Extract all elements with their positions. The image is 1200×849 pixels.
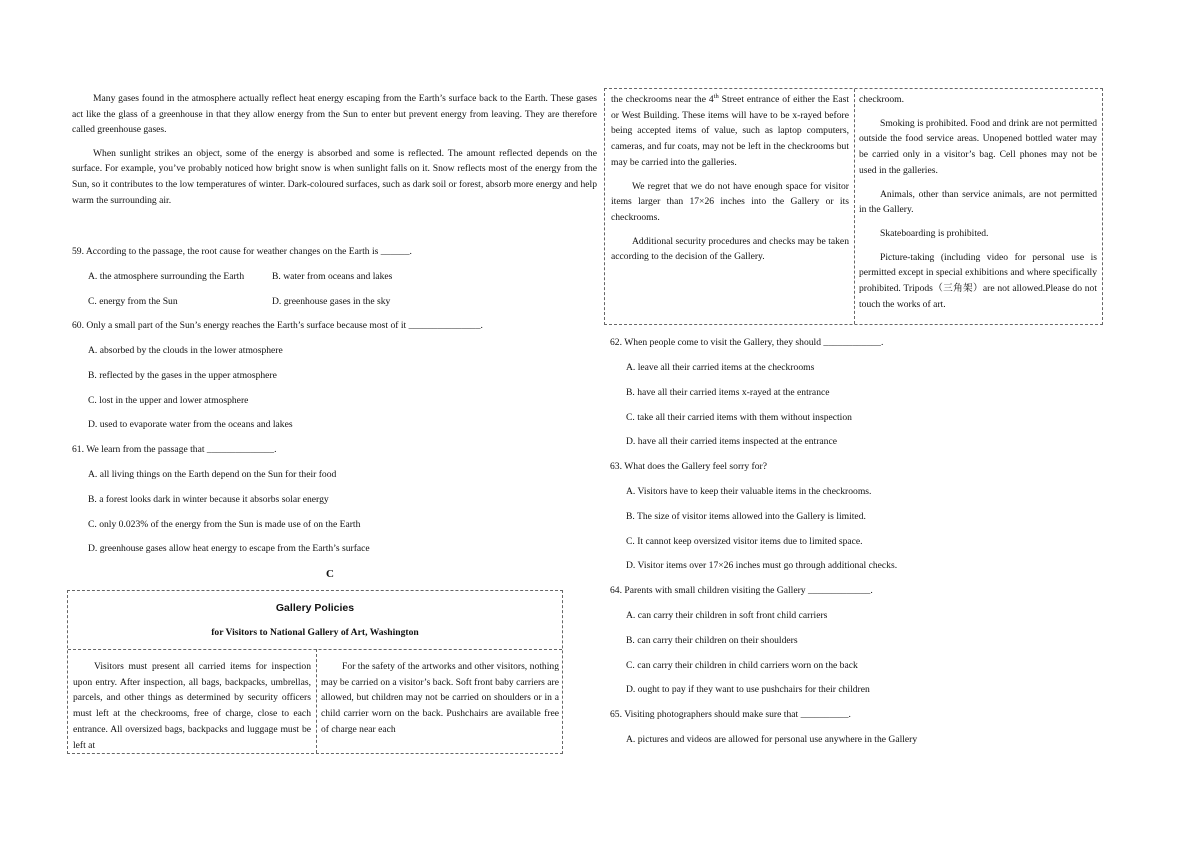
passage-b xyxy=(72,91,597,208)
question-65-stem: 65. Visiting photographers should make sure that __________. xyxy=(610,709,851,720)
question-61-stem: 61. We learn from the passage that ______________. xyxy=(72,444,277,455)
question-64-stem: 64. Parents with small children visiting the Gallery _____________. xyxy=(610,585,873,596)
question-63-option-a: A. Visitors have to keep their valuable items in the checkrooms. xyxy=(626,486,872,497)
policy-cell-3-p1 xyxy=(611,92,849,171)
policy-subtitle: for Visitors to National Gallery of Art, Washington xyxy=(211,627,419,638)
policy-cell-2: For the safety of the artworks and other visitors, nothing may be carried on a visitor’s back. Soft front baby carriers are allowed, but children may not be carried on shoulders or in a child carrier worn on the back. Pushchairs are available free of charge near each xyxy=(321,661,559,735)
question-62-option-d: D. have all their carried items inspected at the entrance xyxy=(626,436,837,447)
section-letter: C xyxy=(326,568,334,580)
passage-paragraph-1: Many gases found in the atmosphere actually reflect heat energy escaping from the Earth’s surface back to the Earth. These gases act like the glass of a greenhouse in that they allow energy from the Sun to enter but prevent energy from leaving. They are therefore called greenhouse gases. xyxy=(72,93,597,136)
policy-cell-4 xyxy=(859,92,1097,320)
policy-cell-3-p2: We regret that we do not have enough space for visitor items larger than 17×26 inches into the Gallery or its checkrooms. xyxy=(611,180,849,223)
question-63-option-c: C. It cannot keep oversized visitor items due to limited space. xyxy=(626,536,863,547)
question-63-option-b: B. The size of visitor items allowed into the Gallery is limited. xyxy=(626,511,866,522)
question-64-option-b: B. can carry their children on their shoulders xyxy=(626,635,798,646)
question-61-option-d: D. greenhouse gases allow heat energy to escape from the Earth’s surface xyxy=(88,543,370,554)
question-60-option-d: D. used to evaporate water from the oceans and lakes xyxy=(88,419,293,430)
question-62-option-b: B. have all their carried items x-rayed at the entrance xyxy=(626,387,830,398)
policy-cell-3-p3: Additional security procedures and checks may be taken according to the decision of the Gallery. xyxy=(611,235,849,263)
question-64-option-a: A. can carry their children in soft front child carriers xyxy=(626,610,828,621)
policy-cell-3-text-b: Street entrance of either the East or West Building. These items will have to be x-rayed before being accepted items of value, such as laptop computers, cameras, and fur coats, may not be left in the checkrooms but may be carried into the galleries. xyxy=(611,94,849,168)
policy-cell-4-p3: Animals, other than service animals, are not permitted in the Gallery. xyxy=(859,188,1097,216)
question-60-option-a: A. absorbed by the clouds in the lower atmosphere xyxy=(88,345,283,356)
question-65-option-a: A. pictures and videos are allowed for personal use anywhere in the Gallery xyxy=(626,734,918,745)
question-62-stem: 62. When people come to visit the Gallery, they should ____________. xyxy=(610,337,884,348)
question-63-stem: 63. What does the Gallery feel sorry for? xyxy=(610,461,767,472)
policy-box-left xyxy=(67,590,563,754)
question-61-option-a: A. all living things on the Earth depend on the Sun for their food xyxy=(88,469,337,480)
question-62-option-a: A. leave all their carried items at the checkrooms xyxy=(626,362,815,373)
question-59-option-d: D. greenhouse gases in the sky xyxy=(272,296,391,307)
question-60-stem: 60. Only a small part of the Sun’s energy reaches the Earth’s surface because most of it _______________. xyxy=(72,320,483,331)
question-61-option-c: C. only 0.023% of the energy from the Sun is made use of on the Earth xyxy=(88,519,361,530)
divider xyxy=(316,649,317,753)
question-64-option-c: C. can carry their children in child carriers worn on the back xyxy=(626,660,858,671)
question-59-option-c: C. energy from the Sun xyxy=(88,296,178,307)
policy-cell-4-p5: Picture-taking (including video for personal use is permitted except in special exhibitions and where specifically prohibited. Tripods（三角架）are not allowed.Please do not touch the works of art. xyxy=(859,251,1097,310)
question-63-option-d: D. Visitor items over 17×26 inches must go through additional checks. xyxy=(626,560,898,571)
policy-cell-3-text-a: the checkrooms near the 4 xyxy=(611,94,714,105)
policy-box-right xyxy=(604,88,1103,325)
passage-paragraph-2: When sunlight strikes an object, some of the energy is absorbed and some is reflected. The amount reflected depends on the surface. For example, you’ve probably noticed how bright snow is when sunlight falls on it. Snow reflects most of the energy from the Sun, so it contributes to the low temperatures of winter. Dark-coloured surfaces, such as dark soil or forest, absorb more energy and help warm the surrounding air. xyxy=(72,147,597,206)
question-62-option-c: C. take all their carried items with them without inspection xyxy=(626,412,852,423)
policy-cell-4-p2: Smoking is prohibited. Food and drink are not permitted outside the food service areas. Unopened bottled water may be carried only in a visitor’s bag. Cell phones may not be used in the galleries. xyxy=(859,117,1097,176)
question-60-option-c: C. lost in the upper and lower atmosphere xyxy=(88,395,249,406)
question-59-option-b: B. water from oceans and lakes xyxy=(272,271,393,282)
question-64-option-d: D. ought to pay if they want to use pushchairs for their children xyxy=(626,684,870,695)
policy-cell-3-sup: th xyxy=(713,92,719,100)
question-60-option-b: B. reflected by the gases in the upper atmosphere xyxy=(88,370,277,381)
question-59-option-a: A. the atmosphere surrounding the Earth xyxy=(88,271,245,282)
policy-cell-3 xyxy=(611,92,849,273)
policy-title: Gallery Policies xyxy=(275,602,355,614)
question-59-stem: 59. According to the passage, the root cause for weather changes on the Earth is ______. xyxy=(72,246,412,257)
divider xyxy=(854,89,855,324)
policy-cell-1: Visitors must present all carried items for inspection upon entry. After inspection, all bags, backpacks, umbrellas, parcels, and other things as determined by security officers must left at the checkrooms, free of charge, close to each entrance. All oversized bags, backpacks and luggage must be left at xyxy=(73,661,311,751)
divider xyxy=(68,649,562,650)
policy-cell-4-p4: Skateboarding is prohibited. xyxy=(880,227,989,239)
policy-cell-4-p1: checkroom. xyxy=(859,94,905,105)
question-61-option-b: B. a forest looks dark in winter because it absorbs solar energy xyxy=(88,494,329,505)
